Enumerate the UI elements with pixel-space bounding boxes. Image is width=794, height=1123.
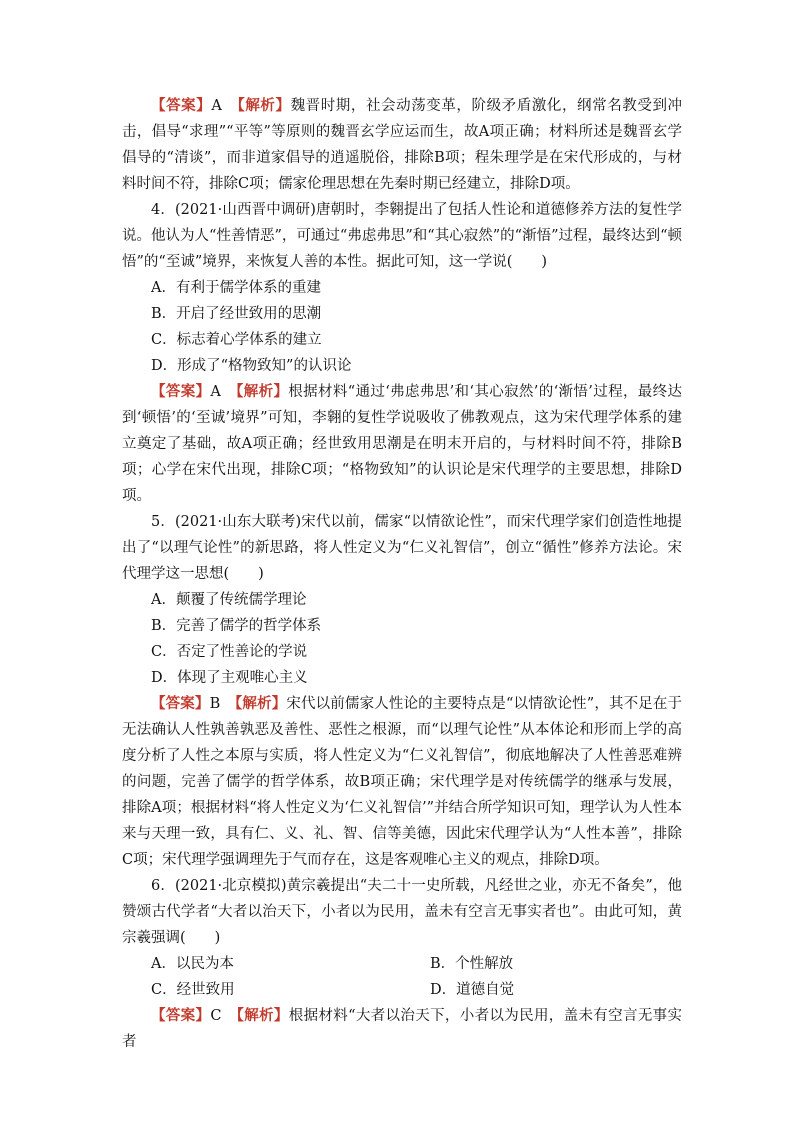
question-6-option-b: B．个性解放 bbox=[430, 956, 514, 972]
question-6-options-row-2 bbox=[122, 977, 682, 1003]
answer-tag: 【答案】 bbox=[151, 383, 211, 400]
question-stem-6: 6．(2021·北京模拟)黄宗羲提出“夫二十一史所载，凡经世之业，亦无不备矣”，他赞颂古代学者“大者以治天下，小者以为民用，盖未有空言无事实者也”。由此可知，黄宗羲强调( ) bbox=[122, 878, 682, 946]
question-4-option-a: A．有利于儒学体系的重建 bbox=[151, 280, 321, 296]
question-4-option-c: C．标志着心学体系的建立 bbox=[151, 332, 322, 348]
answer-letter: C bbox=[210, 1008, 222, 1024]
answer-tag: 【答案】 bbox=[151, 695, 210, 712]
question-4-option-b: B．开启了经世致用的思潮 bbox=[151, 306, 322, 322]
answer-block bbox=[122, 379, 682, 509]
analysis-text: 魏晋时期，社会动荡变革，阶级矛盾激化，纲常名教受到冲击，倡导“求理”“平等”等原则的魏晋玄学应运而生，故A项正确；材料所述是魏晋玄学倡导的“清谈”，而非道家倡导的逍遥脱俗，排除B项；程朱理学是在宋代形成的，与材料时间不符，排除C项；儒家伦理思想在先秦时期已经建立，排除D项。 bbox=[122, 98, 683, 192]
question-6-option-c: C．经世致用 bbox=[151, 982, 235, 998]
question-5-option-c: C．否定了性善论的学说 bbox=[151, 644, 308, 660]
analysis-text: 根据材料“通过‘弗虑弗思’和‘其心寂然’的‘渐悟’过程，最终达到‘顿悟’的‘至诚’境界”可知，李翱的复性学说吸收了佛教观点，这为宋代理学体系的建立奠定了基础，故A项正确；经世致用思潮是在明末开启的，与材料时间不符，排除B项；心学在宋代出现，排除C项；“格物致知”的认识论是宋代理学的主要思想，排除D项。 bbox=[122, 384, 683, 504]
answer-block bbox=[122, 93, 682, 197]
analysis-tag: 【解析】 bbox=[237, 97, 291, 114]
answer-letter: A bbox=[210, 384, 221, 400]
answer-tag: 【答案】 bbox=[151, 97, 212, 114]
question-6-option-d: D．道德自觉 bbox=[430, 982, 515, 998]
question-5-option-d: D．体现了主观唯心主义 bbox=[151, 670, 308, 686]
analysis-text: 宋代以前儒家人性论的主要特点是“以情欲论性”，其不足在于无法确认人性孰善孰恶及善性、恶性之根源，而“以理气论性”从本体论和形而上学的高度分析了人性之本原与实质，将人性定义为“仁义礼智信”，彻底地解决了人性善恶难辨的问题，完善了儒学的哲学体系，故B项正确；宋代理学是对传统儒学的继承与发展，排除A项；根据材料“将人性定义为‘仁义礼智信’”并结合所学知识可知，理学认为人性本来与天理一致，具有仁、义、礼、智、信等美德，因此宋代理学认为“人性本善”，排除C项；宋代理学强调理先于气而存在，这是客观唯心主义的观点，排除D项。 bbox=[122, 696, 683, 868]
document-content bbox=[122, 93, 682, 1055]
answer-tag: 【答案】 bbox=[151, 1007, 211, 1024]
answer-block bbox=[122, 691, 682, 873]
question-5-option-a: A．颠覆了传统儒学理论 bbox=[151, 592, 307, 608]
question-stem-5: 5．(2021·山东大联考)宋代以前，儒家“以情欲论性”，而宋代理学家们创造性地提出了“以理气论性”的新思路，将人性定义为“仁义礼智信”，创立“循性”修养方法论。宋代理学这一思想( ) bbox=[122, 514, 682, 582]
analysis-tag: 【解析】 bbox=[236, 383, 289, 400]
answer-letter: A bbox=[211, 98, 222, 114]
answer-letter: B bbox=[209, 696, 221, 712]
question-6-options-row-1 bbox=[122, 951, 682, 977]
analysis-tag: 【解析】 bbox=[236, 1007, 289, 1024]
question-4-option-d: D．形成了“格物致知”的认识论 bbox=[151, 358, 352, 374]
question-stem-4: 4．(2021·山西晋中调研)唐朝时，李翱提出了包括人性论和道德修养方法的复性学说。他认为人“性善情恶”，可通过“弗虑弗思”和“其心寂然”的“渐悟”过程，最终达到“顿悟”的“至诚”境界，来恢复人善的本性。据此可知，这一学说( ) bbox=[122, 202, 682, 270]
analysis-text: 根据材料“大者以治天下，小者以为民用，盖未有空言无事实者 bbox=[122, 1008, 683, 1050]
question-6-option-a: A．以民为本 bbox=[151, 956, 234, 972]
answer-block bbox=[122, 1003, 682, 1055]
analysis-tag: 【解析】 bbox=[235, 695, 287, 712]
question-5-option-b: B．完善了儒学的哲学体系 bbox=[151, 618, 322, 634]
